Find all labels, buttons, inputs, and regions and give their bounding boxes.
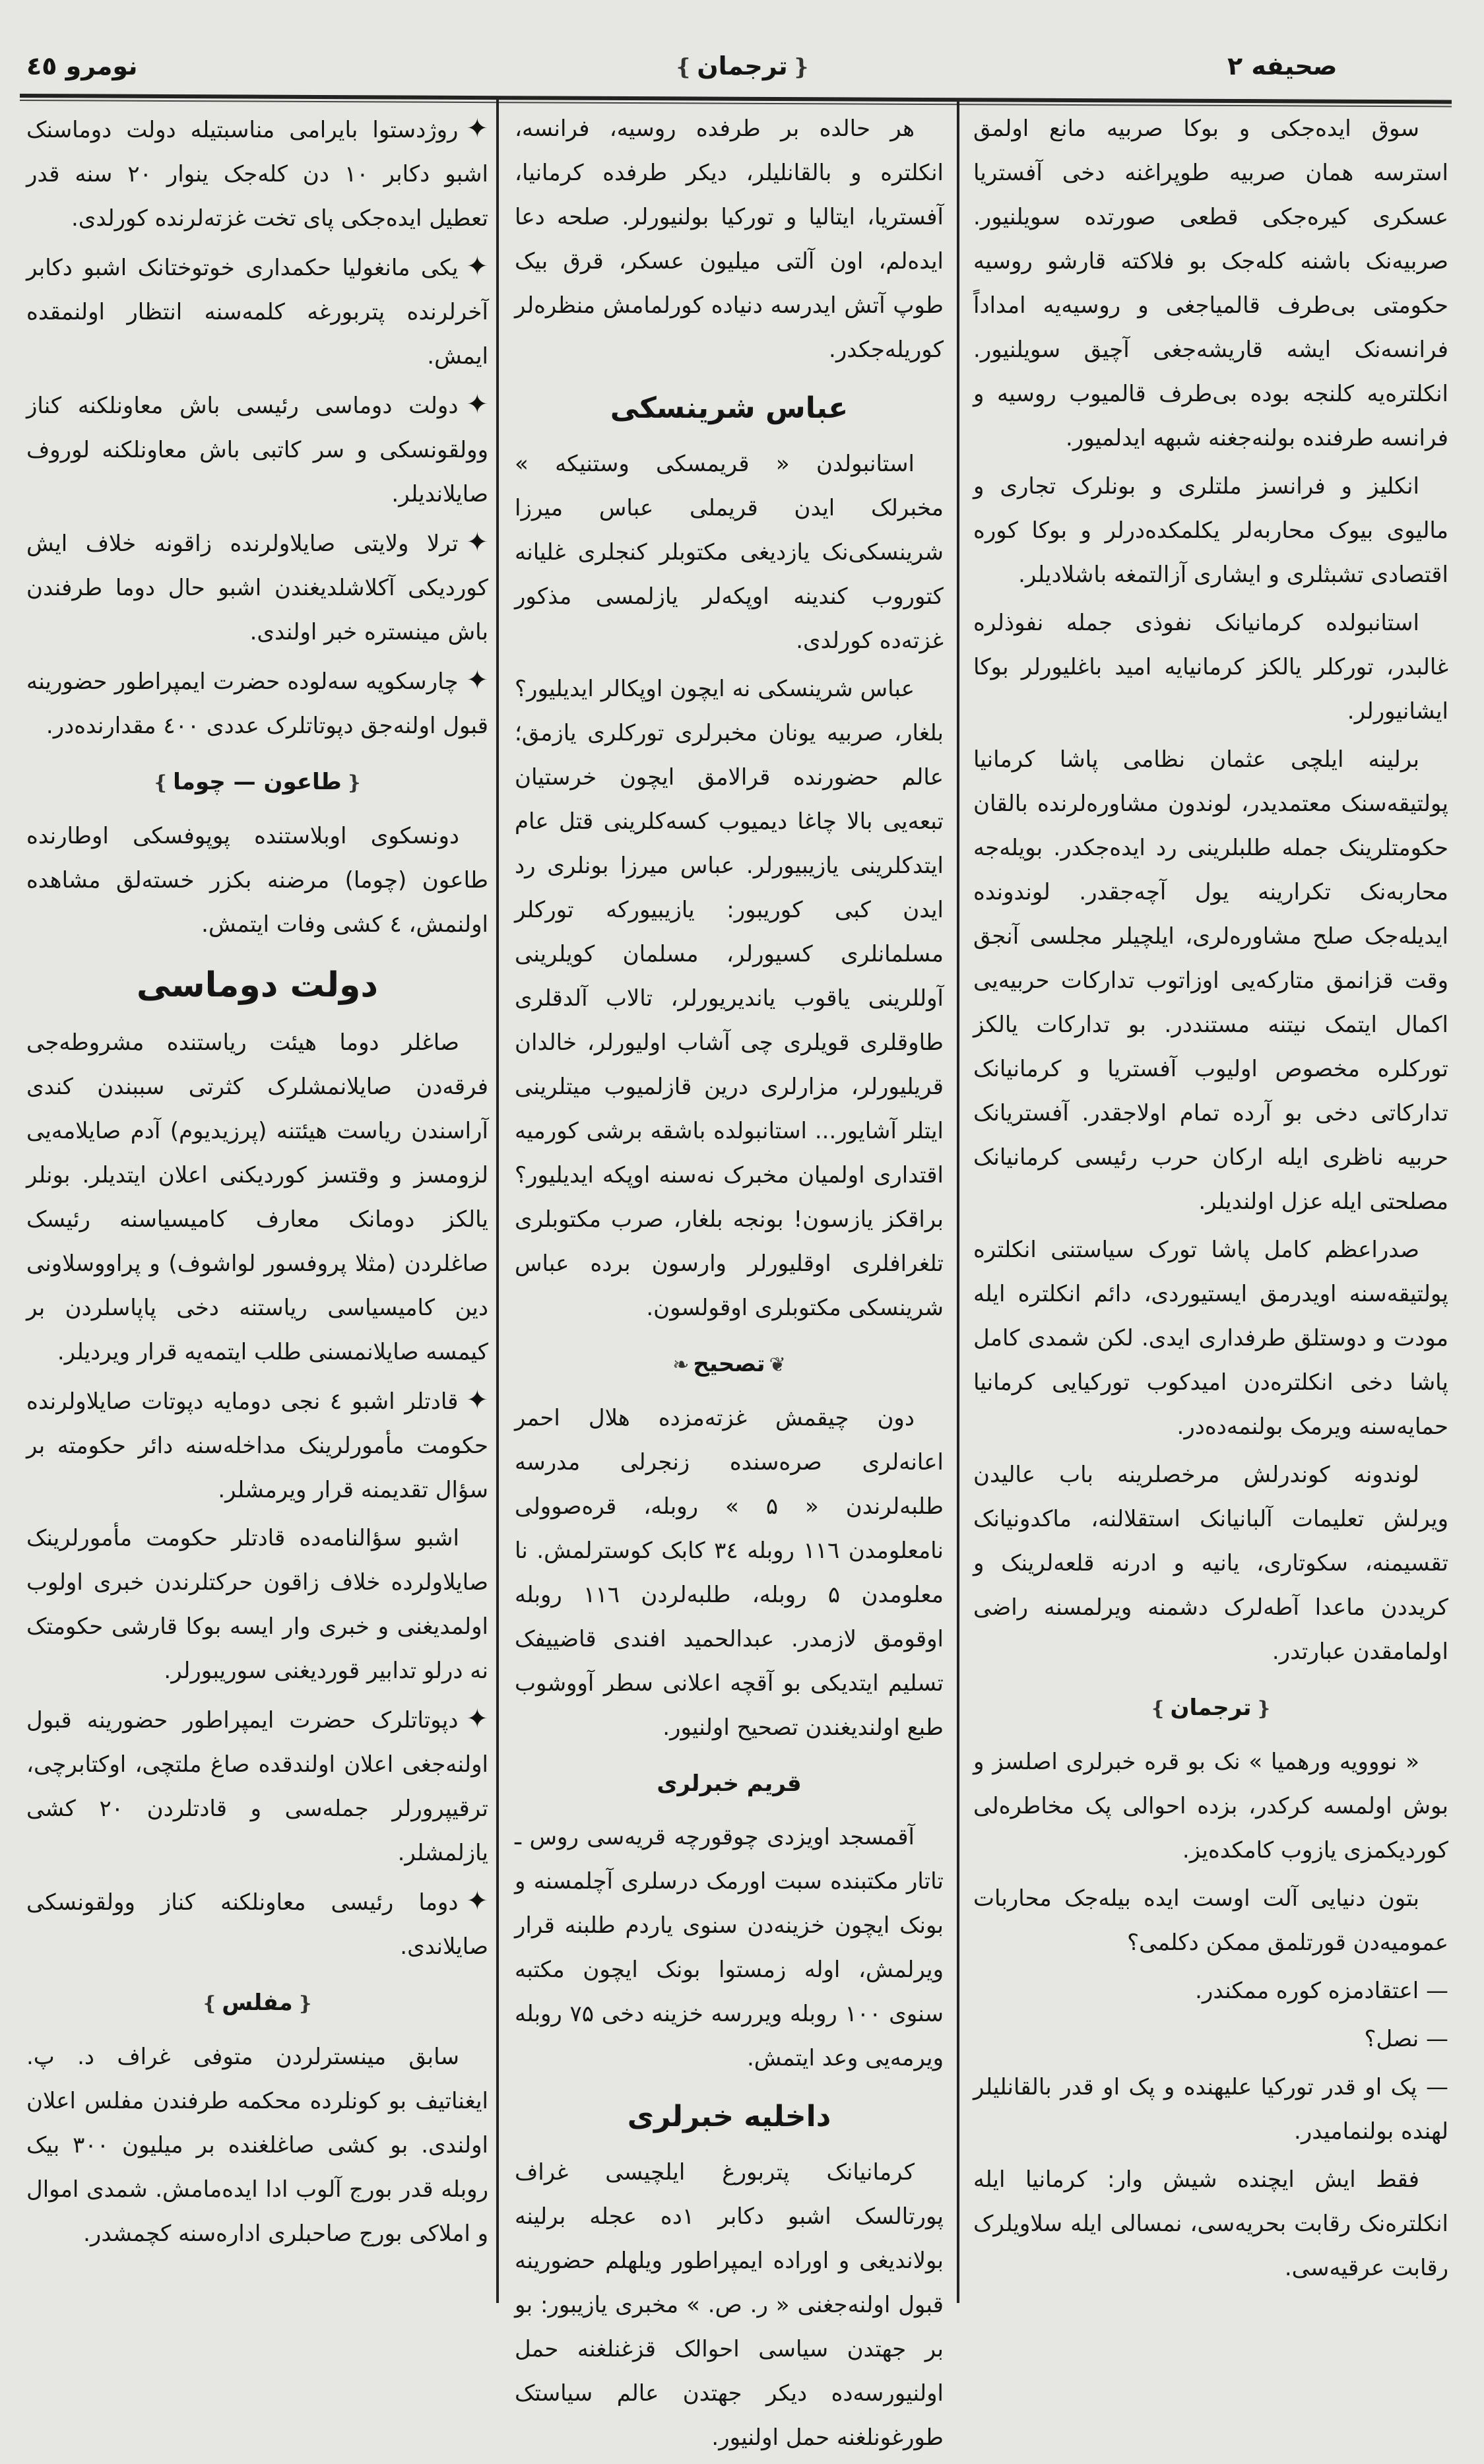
ornament-icon: ❵ <box>201 1992 218 2015</box>
scroll-ornament-icon: ❦ <box>769 1353 786 1377</box>
section-heading-plague <box>26 760 488 805</box>
news-item <box>26 1378 488 1512</box>
scroll-ornament-icon: ❧ <box>672 1353 690 1377</box>
section-heading-terjuman <box>973 1686 1448 1731</box>
article-paragraph: دون چیقمش غزته‌مزده هلال احمر اعانه‌لری صره‌سنده زنجرلی مدرسه طلبه‌لرندن « ۵ » روبله، قره‌صوولی نامعلومدن ۱۱٦ روبله ۳٤ کابک کوسترلمش. نا معلومدن ۵ روبله، طلبه‌لردن ۱۱٦ روبله اوقومق لازمدر. عبدالحمید افندی قاضییفک تسلیم ایتدیکی بو آقچه اعلانی سطر آووشوب طبع اولندیغندن تصحیح اولنیور. <box>515 1405 944 1741</box>
news-item <box>26 383 488 517</box>
diamond-bullet-icon: ✦ <box>466 251 488 282</box>
dialogue-line: — نصل؟ <box>1364 2026 1448 2052</box>
ornament-left-icon: ❴ <box>791 54 811 81</box>
page-number: صحیفه ۲ <box>1227 51 1338 81</box>
news-item-text: یکی مانغولیا حکمداری خوتوختانک اشبو دکابر آخرلرنده پتربورغه کلمه‌سنه انتظار اولنمقده ایمش. <box>26 255 488 370</box>
article-paragraph: صدراعظم کامل پاشا تورک سیاستنی انکلتره پولتیقه‌سنه اویدرمق ایستیوردی، دائم انکلتره ایله مودت و دوستلق طرفداری ایدی. لکن شمدی کامل پاشا دخی انکلتره‌دن امیدکوب تورکیایی کرمانیا حمایه‌سنه ویرمک بولنمه‌ده‌در. <box>973 1237 1448 1440</box>
article-paragraph: سابق مینسترلردن متوفی غراف د. پ. ایغناتیف بو کونلرده محکمه طرفندن مفلس اعلان اولندی. بو کشی صاغلغنده بر میلیون ۳۰۰ بیک روبله قدر بورج آلوب ادا ایده‌مامش. شمدی اموال و املاکی بورج صاحبلری اداره‌سنه کچمشدر. <box>26 2044 488 2247</box>
diamond-bullet-icon: ✦ <box>466 527 488 558</box>
news-item-text: چارسکویه سه‌لوده حضرت ایمپراطور حضورینه قبول اولنه‌جق دپوتاتلرک عددی ٤۰۰ مقدارنده‌در. <box>26 668 488 739</box>
diamond-bullet-icon: ✦ <box>466 1886 488 1916</box>
news-item <box>26 1879 488 1969</box>
article-paragraph: هر حالده بر طرفده روسیه، فرانسه، انکلتره و بالقانلیلر، دیکر طرفده کرمانیا، آفستریا، ایتالیا و تورکیا بولنیورلر. صلحه دعا ایده‌لم، اون آلتی میلیون عسکر، قرق بیک طوپ آتش ایدرسه دنیاده کورلمامش منظره‌لر کوریله‌جکدر. <box>515 115 944 363</box>
section-heading-domestic-news: داخلیه خبرلری <box>627 2100 831 2133</box>
article-paragraph: آقمسجد اویزدی چوقورچه قریه‌سی روس ـ تاتار مکتبنده سبت اورمک درسلری آچلمسنه و بونک ایچون خزینه‌دن سنوی یاردم طلبنه قرار ویرلمش، اوله زمستوا بونک ایچون مکتبه سنوی ۱۰۰ روبله ویررسه خزینه دخی ۷۵ روبله ویرمه‌یی وعد ایتمش. <box>515 1824 944 2071</box>
dialogue-line: — اعتقادمزه کوره ممکندر. <box>1195 1978 1448 2004</box>
newspaper-title: ترجمان <box>697 51 788 81</box>
article-paragraph: عباس شرینسکی نه ایچون اوپکالر ایدیلیور؟ بلغار، صربیه یونان مخبرلری تورکلری یازمق؛ عالم حضورنده قرالامق ایچون خرستیان تبعه‌یی بالا چاغا دیمیوب کسه‌کلرینی قتل عام ایتدکلرینی یازیبیورلر. عباس میرزا بونلری رد ایدن کبی کوریبور: یازیبیورکه تورکلر مسلمانلری کسیورلر، مسلمان کویلرینی آوللرینی یاقوب یاندیریورلر، تالاب آلدقلری طاوقلری قویلری چی آشاب اولیورلر، خالدان قریلیورلر، مزارلری درین قازلمیوب میتلرینی ایتلر آشایور... استانبولده باشقه برشی کورمیه اقتداری اولمیان مخبرک نه‌سنه اوپکه ایدیلیور؟ براقکز یازسون! بونجه بلغار، صرب مکتوبلری تلغرافلری اوقلیورلر وارسون برده عباس شرینسکی مکتوبلری اوقولسون. <box>515 676 944 1321</box>
dialogue-line: — پک او قدر تورکیا علیهنده و پک او قدر بالقانلیلر لهنده بولنمامیدر. <box>973 2074 1448 2145</box>
article-paragraph: کرمانیانک پتربورغ ایلچیسی غراف پورتالسک اشبو دکابر ۱ده عجله برلینه بولاندیغی و اوراده ایمپراطور ویلهلم حضورینه قبول اولنه‌جغنی « ر. ص. » مخبری یازیبور: بو بر جهتدن سیاسی احوالک قزغنلغنه حمل اولنیورسه‌ده دیکر جهتدن عالم سیاستک طورغونلغنه حمل اولنیور. <box>515 2159 944 2451</box>
news-item <box>26 521 488 655</box>
news-item-text: دپوتاتلرک حضرت ایمپراطور حضورینه قبول اولنه‌جغی اعلان اولندقده صاغ ملتچی، اوکتابرچی، ترقیپرورلر جمله‌سی و قادتلردن ۲۰ کشی یازلمشلر. <box>26 1707 489 1866</box>
section-heading-abbas-shirinski: عباس شرینسکی <box>610 391 849 425</box>
heading-text: تصحیح <box>693 1351 765 1377</box>
article-paragraph: بتون دنیایی آلت اوست ایده بیله‌جک محاربات عمومیه‌دن قورتلمق ممکن دکلمی؟ <box>973 1885 1448 1956</box>
issue-number: نومرو ٤٥ <box>26 51 138 81</box>
article-paragraph: دونسکوی اوبلاستنده پوپوفسکی اوطارنده طاعون (چوما) مرضنه بکزر خسته‌لق مشاهده اولنمش، ٤ کشی وفات ایتمش. <box>26 823 488 938</box>
news-item <box>26 245 488 379</box>
news-item-text: قادتلر اشبو ٤ نجی دومایه دپوتات صایلاولرنده حکومت مأمورلرینک مداخله‌سنه دائر حکومته بر سؤال تقدیمنه قرار ویرمشلر. <box>26 1388 488 1503</box>
heading-text: مفلس <box>222 1990 293 2016</box>
diamond-bullet-icon: ✦ <box>466 1704 488 1734</box>
news-item <box>26 1697 488 1875</box>
ornament-icon: ❴ <box>296 1992 313 2015</box>
section-heading-correction <box>515 1342 944 1387</box>
article-paragraph: انکلیز و فرانسز ملتلری و بونلرک تجاری و مالیوی بیوک محاربه‌لر یکلمکده‌درلر و بوکا کوره اقتصادی تشبثلری و ایشاری آزالتمغه باشلادیلر. <box>973 473 1448 588</box>
article-paragraph: سوق ایده‌جکی و بوکا صربیه مانع اولمق استرسه همان صربیه طوپراغنه دخی آفستریا عسکری کیره‌جکی قطعی صورتده سویلنیور. صربیه‌نک باشنه کله‌جک بو فلاکته قارشو روسیه حکومتی بی‌طرف قالمیاجغی و روسیه‌یه امداداً فرانسه‌نک ایشه قاریشه‌جغی آچیق سویلنیور. انکلتره‌یه کلنجه بوده بی‌طرف قالمیوب روسیه و فرانسه طرفنده بولنه‌جغنه شبهه ایدلمیور. <box>973 115 1448 451</box>
article-paragraph: برلینه ایلچی عثمان نظامی پاشا کرمانیا پولتیقه‌سنک معتمدیدر، لوندون مشاوره‌لرنده بالقان حکومتلرینک جمله طلبلرینی رد ایده‌جکدر. بویله‌جه محاربه‌نک تکرارینه یول آچه‌جقدر. لوندونده ایدیله‌جک صلح مشاوره‌لری، ایلچیلر مجلسی آنجق وقت قزانمق متارکه‌یی اوزاتوب تدارکات حربیه‌یی اکمال ایتمک نیتنه مستنددر. بو تدارکات یالکز تورکلره مخصوص اولیوب آفستریا و کرمانیانک تدارکاتی دخی بو آرده تمام اولاجقدر. آفستریانک حربیه ناظری ایله ارکان حرب رئیسی کرمانیانک مصلحتی ایله عزل اولندیلر. <box>973 746 1448 1215</box>
ornament-icon: ❴ <box>1255 1697 1272 1720</box>
news-item-text: دوما رئیسی معاونلکنه کناز وولقونسکی صایلاندی. <box>26 1889 488 1960</box>
news-item <box>26 659 488 748</box>
section-heading-state-duma: دولت دوماسی <box>136 965 379 1005</box>
article-paragraph: « نووویه ورهمیا » نک بو قره خبرلری اصلسز و بوش اولمسه کرکدر، بزده احوالی پک مخاطره‌لی کوردیکمزی یازوب کامکده‌یز. <box>973 1749 1448 1864</box>
column-middle <box>515 107 944 2464</box>
news-item <box>26 107 488 241</box>
ornament-right-icon: ❵ <box>674 54 694 81</box>
section-heading-bankrupt <box>26 1981 488 2026</box>
news-item-text: ترلا ولایتی صایلاولرنده زاقونه خلاف ایش کوردیکی آکلاشلدیغندن اشبو حال دوما طرفندن باش مینستره خبر اولندی. <box>26 531 488 645</box>
article-paragraph: لوندونه کوندرلش مرخصلرینه باب عالیدن ویرلش تعلیمات آلبانیانک استقلالنه، ماکدونیانک تقسیمنه، سکوتاری، یانیه و ادرنه قلعه‌لرینک و کریددن ماعدا آطه‌لرک دشمنه ویرلمسنه راضی اولمامقدن عبارتدر. <box>973 1462 1448 1665</box>
article-paragraph: استانبولده کرمانیانک نفوذی جمله نفوذلره غالبدر، تورکلر یالکز کرمانیایه امید باغلیورلر بوکا ایشانیورلر. <box>973 610 1448 725</box>
article-paragraph: اشبو سؤالنامه‌ده قادتلر حکومت مأمورلرینک صایلاولرده خلاف زاقون حرکتلرندن خبری اولوب اولمدیغنی و خبری وار ایسه بوکا قارشی حکومتک نه درلو تدابیر قوردیغنی سوریبورلر. <box>26 1525 488 1684</box>
masthead <box>0 51 1484 91</box>
column-left <box>26 107 488 2260</box>
column-divider <box>496 99 499 2303</box>
column-divider <box>957 99 959 2303</box>
section-heading-crimea-news: قریم خبرلری <box>657 1770 802 1797</box>
ornament-icon: ❵ <box>152 771 170 794</box>
diamond-bullet-icon: ✦ <box>466 1385 488 1415</box>
ornament-icon: ❴ <box>345 771 362 794</box>
article-paragraph: فقط ایش ایچنده شیش وار: کرمانیا ایله انکلتره‌نک رقابت بحریه‌سی، نمسالی ایله سلاویلرک رقابت عرقیه‌سی. <box>973 2166 1448 2281</box>
news-item-text: دولت دوماسی رئیسی باش معاونلکنه کناز وولقونسکی و سر کاتبی باش معاونلکنه لوروف صایلاندیلر. <box>26 393 488 507</box>
news-item-text: روژدستوا بایرامی مناسبتیله دولت دوماسنک اشبو دکابر ۱۰ دن کله‌جک ینوار ۲۰ سنه قدر تعطیل ایده‌جکی پای تخت غزته‌لرنده کورلدی. <box>26 117 488 232</box>
header-rule <box>20 94 1452 107</box>
article-paragraph: استانبولدن « قریمسکی وستنیکه » مخبرلک ایدن قریملی عباس میرزا شرینسکی‌نک یازدیغی مکتوبلر کنجلری غلیانه کتوروب کندینه اوپکه‌لر یازلمسی مذکور غزته‌ده کورلدی. <box>515 451 944 654</box>
ornament-icon: ❵ <box>1149 1697 1167 1720</box>
article-paragraph: صاغلر دوما هیئت ریاستنده مشروطه‌جی فرقه‌دن صایلانمشلرک کثرتی سببندن کندی آراسندن ریاست هیئتنه (پرزیدیوم) آدم صایلامه‌یی لزومسز و وقتسز کوردیکنی اعلان ایتدیلر. بونلر یالکز دومانک معارف کامیسیاسنه رئیسک صاغلردن (مثلا پروفسور لواشوف) و پراووسلاونی دین کامیسیاسی ریاستنه دخی پاپاسلردن بر کیمسه صایلانمسنی طلب ایتمه‌یه قرار ویردیلر. <box>26 1029 488 1365</box>
diamond-bullet-icon: ✦ <box>466 113 488 144</box>
diamond-bullet-icon: ✦ <box>466 665 488 696</box>
diamond-bullet-icon: ✦ <box>466 389 488 420</box>
heading-text: طاعون — چوما <box>173 769 342 795</box>
newspaper-title-block <box>647 51 838 81</box>
heading-text: ترجمان <box>1170 1695 1252 1721</box>
column-right <box>973 107 1448 2294</box>
